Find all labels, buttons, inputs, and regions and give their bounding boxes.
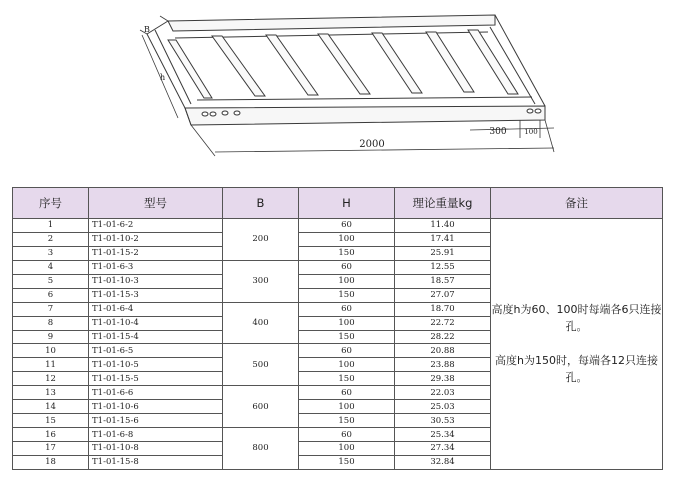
row-b-value: 800 [223, 428, 299, 470]
row-index: 10 [13, 344, 89, 358]
header-weight: 理论重量kg [395, 188, 491, 219]
row-weight: 18.57 [395, 274, 491, 288]
row-index: 1 [13, 219, 89, 233]
table-header [13, 188, 663, 219]
row-index: 3 [13, 246, 89, 260]
row-h: 60 [299, 344, 395, 358]
row-h: 150 [299, 372, 395, 386]
row-b-value: 300 [223, 260, 299, 302]
row-model: T1-01-10-2 [89, 232, 223, 246]
row-index: 4 [13, 260, 89, 274]
row-model: T1-01-6-4 [89, 302, 223, 316]
row-h: 150 [299, 246, 395, 260]
row-weight: 28.22 [395, 330, 491, 344]
cable-ladder-drawing [0, 0, 676, 180]
header-b: B [223, 188, 299, 219]
dim-height: h [160, 73, 166, 82]
row-weight: 12.55 [395, 260, 491, 274]
row-weight: 27.34 [395, 442, 491, 456]
row-index: 6 [13, 288, 89, 302]
row-weight: 20.88 [395, 344, 491, 358]
remarks-cell [491, 219, 663, 470]
row-index: 11 [13, 358, 89, 372]
row-index: 5 [13, 274, 89, 288]
row-model: T1-01-10-3 [89, 274, 223, 288]
row-h: 100 [299, 316, 395, 330]
row-model: T1-01-10-6 [89, 400, 223, 414]
row-weight: 30.53 [395, 414, 491, 428]
row-model: T1-01-15-3 [89, 288, 223, 302]
row-index: 16 [13, 428, 89, 442]
row-weight: 32.84 [395, 455, 491, 469]
row-h: 150 [299, 455, 395, 469]
row-index: 2 [13, 232, 89, 246]
row-model: T1-01-6-6 [89, 386, 223, 400]
row-h: 60 [299, 302, 395, 316]
dim-width: B [144, 25, 150, 34]
row-h: 100 [299, 274, 395, 288]
row-h: 60 [299, 260, 395, 274]
row-h: 100 [299, 400, 395, 414]
row-weight: 17.41 [395, 232, 491, 246]
row-model: T1-01-6-5 [89, 344, 223, 358]
dim-rung-spacing: 300 [489, 127, 507, 137]
row-weight: 18.70 [395, 302, 491, 316]
row-h: 150 [299, 414, 395, 428]
row-index: 8 [13, 316, 89, 330]
remark-note: 高度h为150时，每端各12只连接孔。 [495, 354, 658, 385]
row-model: T1-01-15-2 [89, 246, 223, 260]
row-index: 14 [13, 400, 89, 414]
row-index: 18 [13, 455, 89, 469]
row-h: 60 [299, 386, 395, 400]
row-b-value: 600 [223, 386, 299, 428]
row-b-value: 400 [223, 302, 299, 344]
row-index: 15 [13, 414, 89, 428]
header-index: 序号 [13, 188, 89, 219]
row-model: T1-01-10-5 [89, 358, 223, 372]
row-weight: 11.40 [395, 219, 491, 233]
row-weight: 22.03 [395, 386, 491, 400]
row-h: 100 [299, 358, 395, 372]
row-weight: 25.03 [395, 400, 491, 414]
row-h: 100 [299, 232, 395, 246]
row-h: 150 [299, 288, 395, 302]
row-h: 100 [299, 442, 395, 456]
table-body [13, 219, 663, 470]
row-model: T1-01-10-8 [89, 442, 223, 456]
row-index: 7 [13, 302, 89, 316]
row-model: T1-01-15-8 [89, 455, 223, 469]
row-model: T1-01-15-5 [89, 372, 223, 386]
table-row [13, 219, 663, 233]
row-h: 60 [299, 219, 395, 233]
remark-note: 高度h为60、100时每端各6只连接孔。 [491, 303, 662, 334]
spec-table [12, 187, 663, 470]
dim-length: 2000 [359, 139, 385, 150]
row-weight: 22.72 [395, 316, 491, 330]
header-model: 型号 [89, 188, 223, 219]
row-h: 150 [299, 330, 395, 344]
row-weight: 27.07 [395, 288, 491, 302]
row-model: T1-01-6-2 [89, 219, 223, 233]
row-weight: 25.91 [395, 246, 491, 260]
dim-end-offset: 100 [524, 128, 538, 136]
row-index: 12 [13, 372, 89, 386]
row-index: 17 [13, 442, 89, 456]
row-model: T1-01-6-3 [89, 260, 223, 274]
row-h: 60 [299, 428, 395, 442]
row-index: 13 [13, 386, 89, 400]
row-index: 9 [13, 330, 89, 344]
row-weight: 23.88 [395, 358, 491, 372]
header-remarks: 备注 [491, 188, 663, 219]
row-b-value: 200 [223, 219, 299, 261]
row-weight: 29.38 [395, 372, 491, 386]
row-model: T1-01-15-6 [89, 414, 223, 428]
row-model: T1-01-6-8 [89, 428, 223, 442]
row-b-value: 500 [223, 344, 299, 386]
header-h: H [299, 188, 395, 219]
row-weight: 25.34 [395, 428, 491, 442]
row-model: T1-01-15-4 [89, 330, 223, 344]
row-model: T1-01-10-4 [89, 316, 223, 330]
